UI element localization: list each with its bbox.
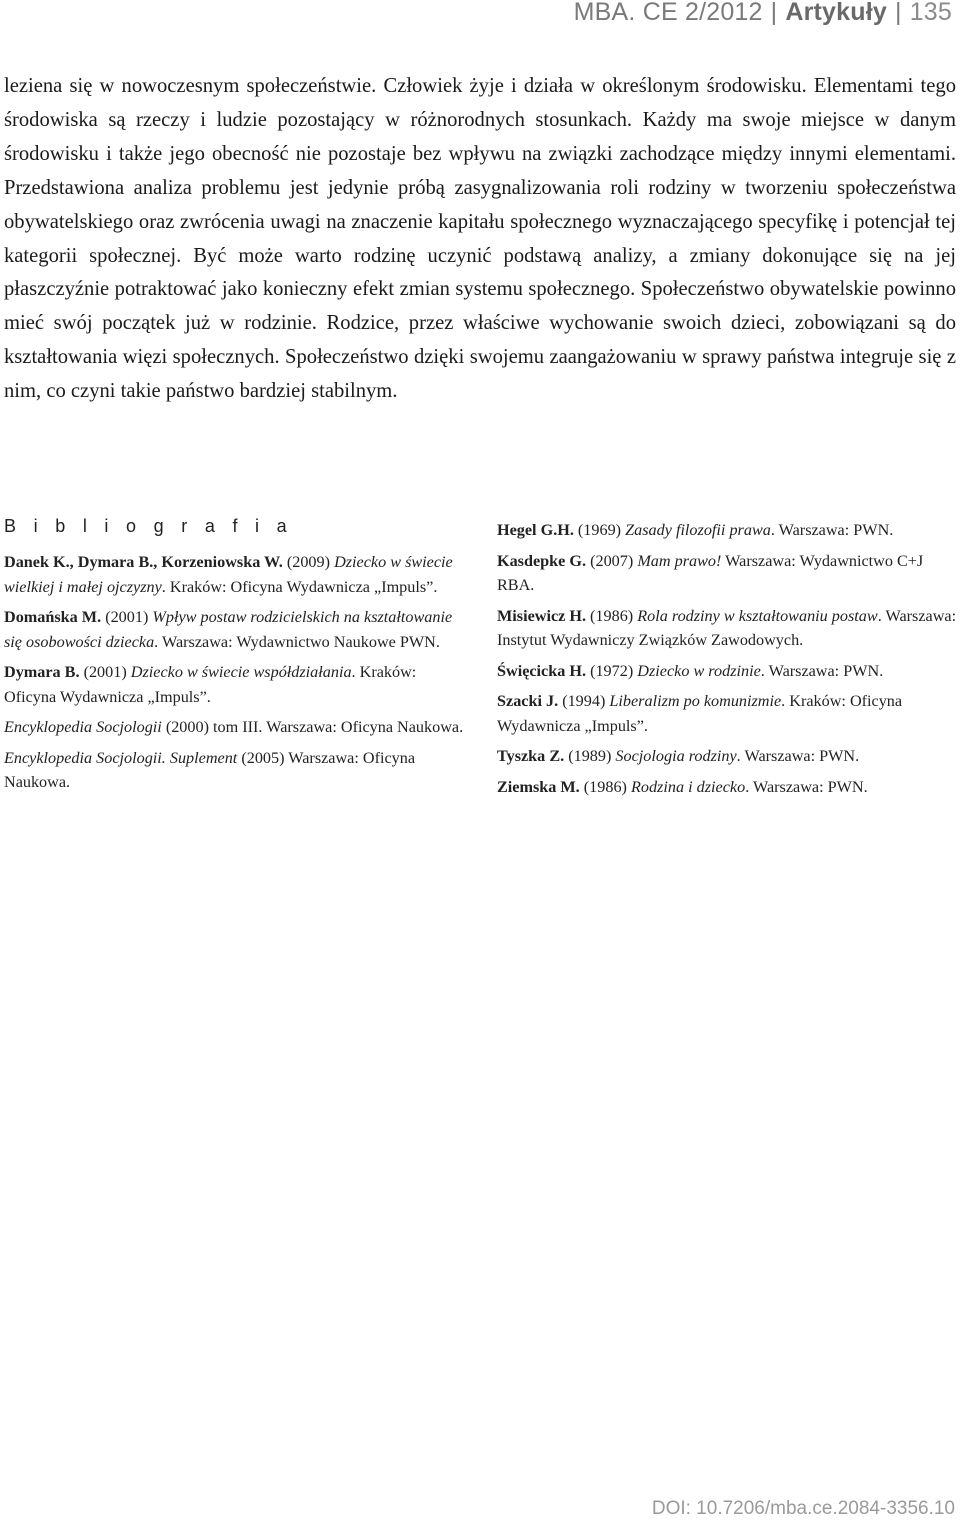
reference-entry xyxy=(497,775,957,800)
reference-publisher: . Kraków: Oficyna Wydawnicza „Impuls”. xyxy=(497,692,903,735)
reference-publisher: Warszawa: Wydawnictwo C+J RBA. xyxy=(497,551,924,594)
reference-year: (1986) xyxy=(586,606,638,625)
header-separator: | xyxy=(770,0,778,26)
reference-entry xyxy=(4,605,464,654)
running-head xyxy=(574,0,952,27)
page-number: 135 xyxy=(909,0,952,26)
reference-entry xyxy=(4,746,464,795)
reference-publisher: . Warszawa: Wydawnictwo Naukowe PWN. xyxy=(154,632,440,651)
journal-title: MBA. CE 2/2012 xyxy=(573,0,763,26)
bibliography-left-column xyxy=(4,550,464,801)
reference-author: Tyszka Z. xyxy=(497,747,565,765)
reference-year: (2009) xyxy=(282,553,335,571)
reference-publisher: . Warszawa: PWN. xyxy=(745,777,868,796)
doi-footer: DOI: 10.7206/mba.ce.2084-3356.10 xyxy=(651,1498,955,1519)
reference-author: Hegel G.H. xyxy=(497,521,574,539)
body-paragraph: leziena się w nowoczesnym społeczeństwie. Człowiek żyje i działa w określonym środowisku. Elementami tego środowiska są rzeczy i ludzie pozostający w różnorodnych stosunkach. Każdy ma swoje miejsce w danym środowisku i także jego obecność nie pozostaje bez wpływu na związki zachodzące między innymi elementami. Przedstawiona analiza problemu jest jedynie próbą zasygnalizowania roli rodziny w tworzeniu społeczeństwa obywatelskiego oraz zwrócenia uwagi na znaczenie kapitału społecznego wyznaczającego specyfikę i potencjał tej kategorii społecznej. Być może warto rodzinę uczynić podstawą analizy, a zmiany dokonujące się na jej płaszczyźnie potraktować jako konieczny efekt zmian systemu społecznego. Społeczeństwo obywatelskie powinno mieć swój początek już w rodzinie. Rodzice, przez właściwe wychowanie swoich dzieci, zobowiązani są do kształtowania więzi społecznych. Społeczeństwo dzięki swojemu zaangażowaniu w sprawy państwa integruje się z nim, co czyni takie państwo bardziej stabilnym. xyxy=(4,75,956,403)
reference-author: Ziemska M. xyxy=(497,777,580,796)
bibliography-heading: Bibliografia xyxy=(4,516,305,536)
reference-entry xyxy=(4,715,464,740)
reference-title: Dziecko w świecie współdziałania xyxy=(130,663,352,681)
reference-author: Domańska M. xyxy=(4,608,102,626)
reference-year: (1972) xyxy=(586,661,638,680)
reference-year: (1994) xyxy=(558,692,610,710)
reference-title: Encyklopedia Socjologii xyxy=(4,718,162,736)
reference-entry xyxy=(497,659,957,684)
reference-title: Socjologia rodziny xyxy=(615,747,737,765)
reference-author: Święcicka H. xyxy=(497,661,587,680)
reference-publisher: (2000) tom III. Warszawa: Oficyna Naukowa. xyxy=(161,718,464,736)
reference-title: Mam prawo! xyxy=(637,551,722,570)
reference-publisher: (2005) Warszawa: Oficyna Naukowa. xyxy=(4,748,416,791)
reference-author: Misiewicz H. xyxy=(497,606,586,625)
reference-author: Szacki J. xyxy=(497,692,559,710)
reference-entry xyxy=(497,549,957,598)
reference-entry xyxy=(497,604,957,653)
reference-title: Wpływ postaw rodzicielskich na kształtowanie się osobowości dziecka xyxy=(4,608,453,651)
reference-title: Zasady filozofii prawa xyxy=(625,521,771,539)
reference-entry xyxy=(497,744,957,769)
reference-entry xyxy=(4,660,464,709)
reference-title: Rola rodziny w kształtowaniu postaw xyxy=(637,606,878,625)
reference-publisher: . Warszawa: PWN. xyxy=(770,521,894,539)
reference-publisher: . Kraków: Oficyna Wydawnicza „Impuls”. xyxy=(4,663,417,706)
section-name: Artykuły xyxy=(785,0,887,26)
header-separator: | xyxy=(894,0,902,26)
reference-publisher: . Kraków: Oficyna Wydawnicza „Impuls”. xyxy=(161,577,438,596)
reference-entry xyxy=(497,518,957,543)
reference-publisher: . Warszawa: PWN. xyxy=(760,661,884,680)
reference-title: Liberalizm po komunizmie xyxy=(609,692,782,710)
bibliography-right-column xyxy=(497,518,957,805)
reference-year: (1989) xyxy=(564,747,616,765)
reference-author: Danek K., Dymara B., Korzeniowska W. xyxy=(4,553,283,571)
reference-author: Dymara B. xyxy=(4,663,80,681)
reference-entry xyxy=(497,689,957,738)
reference-entry xyxy=(4,550,464,599)
reference-title: Rodzina i dziecko xyxy=(630,777,746,796)
reference-author: Kasdepke G. xyxy=(497,551,587,570)
reference-year: (1986) xyxy=(579,777,631,796)
reference-publisher: . Warszawa: Instytut Wydawniczy Związków Zawodowych. xyxy=(497,606,957,649)
reference-year: (2001) xyxy=(79,663,131,681)
reference-year: (2001) xyxy=(101,608,153,626)
reference-title: Encyklopedia Socjologii. Suplement xyxy=(4,748,238,767)
reference-year: (1969) xyxy=(573,521,626,539)
reference-year: (2007) xyxy=(586,551,638,570)
reference-publisher: . Warszawa: PWN. xyxy=(736,747,860,765)
reference-title: Dziecko w świecie wielkiej i małej ojczyzny xyxy=(4,553,453,596)
reference-title: Dziecko w rodzinie xyxy=(637,661,761,680)
